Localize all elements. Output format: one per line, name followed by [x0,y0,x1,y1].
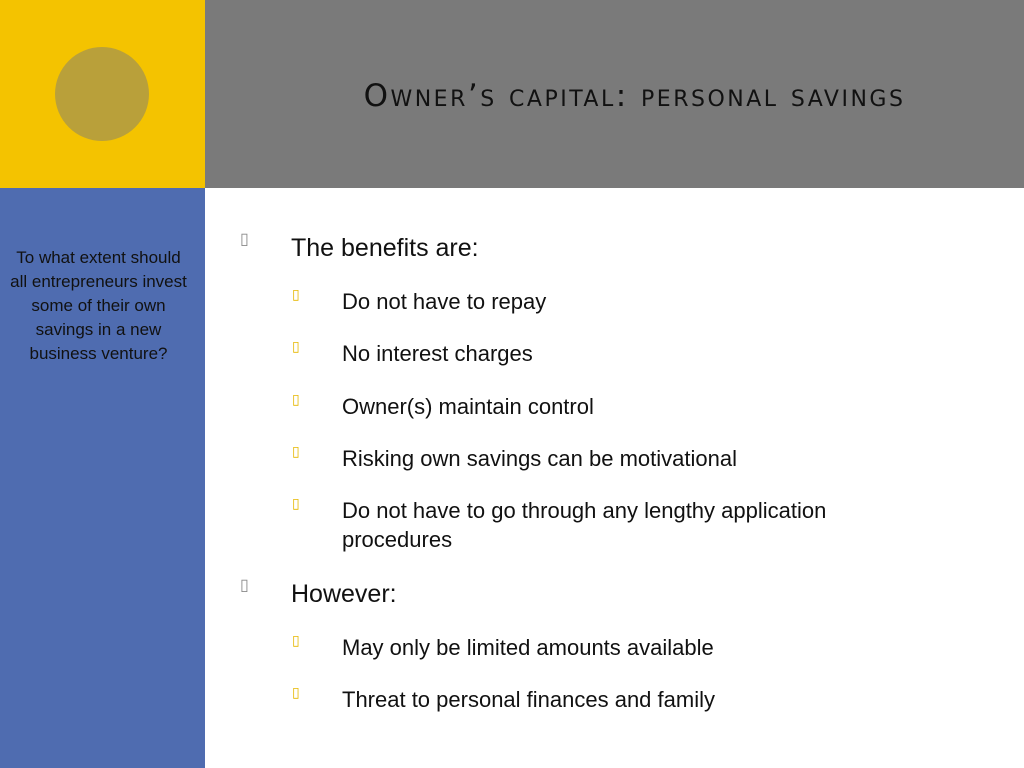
bullet-icon: ▯ [292,338,300,354]
list-item: Do not have to repay [342,289,547,314]
bullet-icon: ▯ [240,231,249,248]
bullet-icon: ▯ [292,632,300,648]
bullet-icon: ▯ [292,684,300,700]
bullet-icon: ▯ [292,443,300,459]
list-item: Do not have to go through any lengthy application procedures [342,498,827,552]
bullet-icon: ▯ [240,577,249,594]
bullet-icon: ▯ [292,495,300,511]
list-item: Threat to personal finances and family [342,687,715,712]
corner-block [0,0,205,188]
section-heading-however: However: [291,580,397,608]
title-band [205,0,1024,188]
list-item: Owner(s) maintain control [342,394,594,419]
sidebar-question: To what extent should all entrepreneurs invest some of their own savings in a new business venture? [10,248,187,363]
list-item: May only be limited amounts available [342,635,714,660]
content-area [205,188,1024,768]
slide-title: Owner’s capital: personal savings [363,78,906,114]
bullet-icon: ▯ [292,391,300,407]
decorative-circle [55,47,149,141]
sidebar [0,188,205,768]
section-heading-benefits: The benefits are: [291,234,479,262]
list-item: Risking own savings can be motivational [342,446,737,471]
list-item: No interest charges [342,341,533,366]
bullet-icon: ▯ [292,286,300,302]
